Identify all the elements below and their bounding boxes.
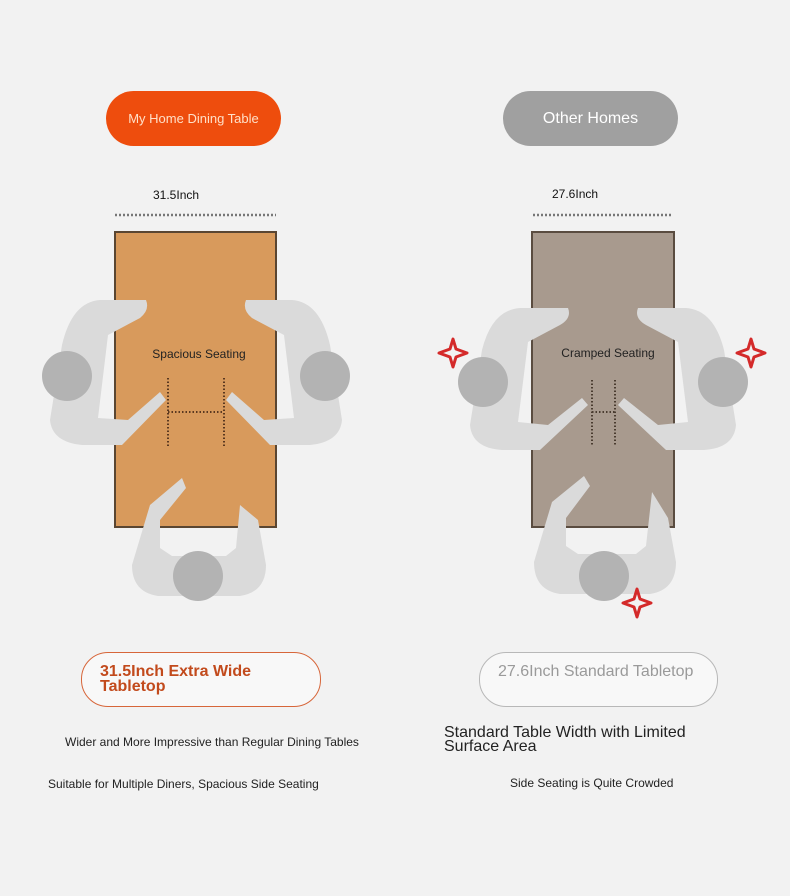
right-feature-title: 27.6Inch Standard Tabletop	[479, 652, 718, 707]
annoyed-burst-icon	[737, 339, 765, 367]
right-table-top	[532, 232, 674, 527]
right-description-2: Side Seating is Quite Crowded	[510, 776, 674, 790]
left-table-top	[115, 232, 276, 527]
other-homes-badge: Other Homes	[503, 91, 678, 146]
right-seating-label: Cramped Seating	[561, 346, 655, 360]
left-seating-label: Spacious Seating	[152, 347, 246, 361]
annoyed-burst-icon	[439, 339, 467, 367]
left-description-1: Wider and More Impressive than Regular Dining Tables	[65, 735, 359, 749]
right-width-label: 27.6Inch	[552, 187, 599, 201]
left-table-group	[42, 232, 350, 601]
right-table-group	[458, 232, 748, 601]
left-width-label: 31.5Inch	[153, 188, 200, 202]
left-description-2: Suitable for Multiple Diners, Spacious Side Seating	[48, 777, 319, 791]
my-home-dining-table-badge: My Home Dining Table	[106, 91, 281, 146]
left-feature-title: 31.5Inch Extra Wide Tabletop	[81, 652, 321, 707]
right-description-1: Standard Table Width with Limited Surface Area	[444, 724, 686, 755]
